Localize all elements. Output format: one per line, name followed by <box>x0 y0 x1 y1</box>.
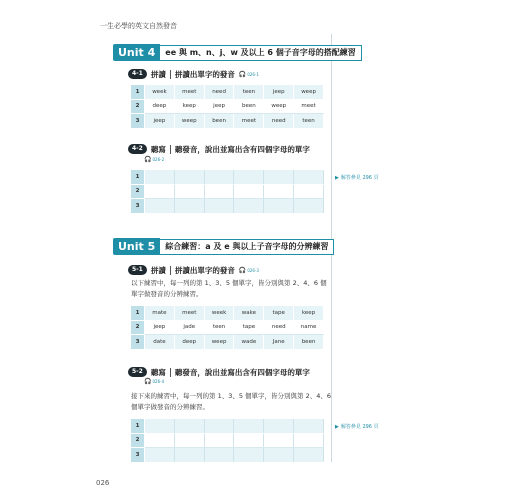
answer-cell[interactable] <box>234 433 264 448</box>
word-cell: wade <box>234 335 264 350</box>
answer-cell[interactable] <box>204 448 234 463</box>
audio-track-number: 026-3 <box>247 267 259 273</box>
section-4-1-heading <box>128 68 259 80</box>
word-cell: wake <box>234 306 264 320</box>
page-header: 一生必學的英文自然發音 <box>100 22 177 30</box>
answer-cell[interactable] <box>174 433 204 448</box>
word-cell: need <box>264 320 294 335</box>
table-row <box>131 448 324 463</box>
audio-track[interactable] <box>239 267 259 274</box>
headphones-icon: 🎧 <box>144 378 152 385</box>
word-cell: teen <box>204 320 234 335</box>
instruction-text: 以下練習中，每一列的第 1、3、5 個單字，皆分別與第 2、4、6 個單字做發音的分辨練習。 <box>131 279 327 298</box>
answer-cell[interactable] <box>145 199 175 214</box>
word-cell: been <box>234 99 264 114</box>
table-row <box>131 433 324 448</box>
answer-cell[interactable] <box>234 184 264 199</box>
dictation-table-4-2 <box>131 170 324 214</box>
answer-cell[interactable] <box>174 448 204 463</box>
audio-track[interactable] <box>239 71 259 78</box>
audio-track-number: 026-4 <box>152 379 165 384</box>
answer-cell[interactable] <box>264 448 294 463</box>
table-row <box>131 170 324 184</box>
word-cell: been <box>204 114 234 129</box>
answer-cell[interactable] <box>204 419 234 433</box>
word-cell: Jane <box>264 335 294 350</box>
row-number: 1 <box>131 85 145 99</box>
answer-cell[interactable] <box>264 433 294 448</box>
answer-cell[interactable] <box>294 199 324 214</box>
answer-cell[interactable] <box>264 170 294 184</box>
word-cell: teen <box>294 114 324 129</box>
unit-5-badge: Unit 5 <box>113 238 160 255</box>
word-cell: meet <box>294 99 324 114</box>
row-number: 3 <box>131 199 145 214</box>
answer-cell[interactable] <box>294 170 324 184</box>
section-label: 聽寫 <box>150 367 166 377</box>
divider <box>170 368 171 377</box>
row-number: 3 <box>131 335 145 350</box>
word-cell: need <box>204 85 234 99</box>
row-number: 3 <box>131 448 145 463</box>
section-description: 拼讀出單字的發音 <box>174 265 235 275</box>
section-number: 4-2 <box>128 144 147 154</box>
answer-cell[interactable] <box>174 184 204 199</box>
section-number: 5-2 <box>128 367 147 377</box>
word-cell: weep <box>204 335 234 350</box>
word-cell: mate <box>145 306 175 320</box>
row-number: 1 <box>131 170 145 184</box>
answer-cell[interactable] <box>174 419 204 433</box>
unit-4-badge: Unit 4 <box>113 44 160 61</box>
row-number: 3 <box>131 114 145 129</box>
word-cell: jeep <box>204 99 234 114</box>
row-number: 2 <box>131 320 145 335</box>
headphones-icon: 🎧 <box>238 266 247 274</box>
word-cell: tape <box>234 320 264 335</box>
answer-cell[interactable] <box>294 448 324 463</box>
word-cell: weep <box>174 114 204 129</box>
audio-track-number: 026-2 <box>152 157 165 162</box>
row-number: 2 <box>131 99 145 114</box>
word-cell: teen <box>234 85 264 99</box>
unit-5-title: 綜合練習：a 及 e 與以上子音字母的分辨練習 <box>160 239 334 255</box>
answer-cell[interactable] <box>234 199 264 214</box>
word-cell: meet <box>234 114 264 129</box>
word-cell: jade <box>174 320 204 335</box>
section-number: 5-1 <box>128 265 147 275</box>
word-cell: deep <box>174 335 204 350</box>
headphones-icon: 🎧 <box>144 156 152 163</box>
answer-cell[interactable] <box>264 184 294 199</box>
answer-cell[interactable] <box>145 184 175 199</box>
table-row <box>131 85 324 99</box>
word-cell: meet <box>174 306 204 320</box>
page-number: 026 <box>96 479 110 487</box>
divider <box>170 70 171 79</box>
answer-cell[interactable] <box>204 433 234 448</box>
section-4-2-heading <box>128 143 310 155</box>
answer-cell[interactable] <box>174 199 204 214</box>
word-cell: been <box>294 335 324 350</box>
word-cell: keep <box>294 306 324 320</box>
row-number: 2 <box>131 433 145 448</box>
word-cell: meet <box>174 85 204 99</box>
dictation-table-5-2 <box>131 419 324 463</box>
answer-reference-text: 解答參見 296 頁 <box>340 175 379 181</box>
word-cell: date <box>145 335 175 350</box>
word-cell: weep <box>264 99 294 114</box>
section-5-2-heading <box>128 366 310 378</box>
unit-4-heading <box>113 44 362 61</box>
word-cell: need <box>264 114 294 129</box>
answer-cell[interactable] <box>174 170 204 184</box>
word-cell: week <box>145 85 175 99</box>
word-cell: tape <box>264 306 294 320</box>
word-cell: jeep <box>264 85 294 99</box>
word-cell: keep <box>174 99 204 114</box>
answer-cell[interactable] <box>145 419 175 433</box>
answer-cell[interactable] <box>234 448 264 463</box>
table-row <box>131 184 324 199</box>
word-cell: jeep <box>145 320 175 335</box>
headphones-icon: 🎧 <box>238 70 247 78</box>
audio-track[interactable] <box>144 156 164 163</box>
unit-4-title: ee 與 m、n、j、w 及以上 6 個子音字母的搭配練習 <box>160 45 362 61</box>
divider <box>170 145 171 154</box>
table-row <box>131 99 324 114</box>
triangle-arrow-icon: ▶ <box>335 174 339 181</box>
audio-track-number: 026-1 <box>247 71 259 77</box>
answer-cell[interactable] <box>145 448 175 463</box>
answer-cell[interactable] <box>264 199 294 214</box>
section-5-1-heading <box>128 264 259 276</box>
audio-track[interactable] <box>144 378 164 385</box>
answer-cell[interactable] <box>294 184 324 199</box>
table-row <box>131 335 324 350</box>
answer-cell[interactable] <box>294 419 324 433</box>
answer-cell[interactable] <box>145 433 175 448</box>
word-cell: name <box>294 320 324 335</box>
divider <box>170 266 171 275</box>
triangle-arrow-icon: ▶ <box>335 423 339 430</box>
section-description: 聽發音，說出並寫出含有四個字母的單字 <box>174 144 310 154</box>
answer-cell[interactable] <box>234 419 264 433</box>
section-description: 拼讀出單字的發音 <box>174 69 235 79</box>
row-number: 1 <box>131 419 145 433</box>
word-cell: jeep <box>145 114 175 129</box>
word-table-4-1 <box>131 85 324 129</box>
section-description: 聽發音，說出並寫出含有四個字母的單字 <box>174 367 310 377</box>
row-number: 2 <box>131 184 145 199</box>
section-label: 拼讀 <box>150 265 166 275</box>
table-row <box>131 199 324 214</box>
answer-cell[interactable] <box>204 170 234 184</box>
answer-cell[interactable] <box>204 184 234 199</box>
word-cell: deep <box>145 99 175 114</box>
answer-reference-text: 解答參見 296 頁 <box>340 424 379 430</box>
section-label: 聽寫 <box>150 144 166 154</box>
section-number: 4-1 <box>128 69 147 79</box>
table-row <box>131 320 324 335</box>
table-row <box>131 306 324 320</box>
answer-cell[interactable] <box>234 170 264 184</box>
word-cell: weep <box>294 85 324 99</box>
answer-reference <box>335 174 379 181</box>
row-number: 1 <box>131 306 145 320</box>
word-cell: week <box>204 306 234 320</box>
table-row <box>131 419 324 433</box>
section-label: 拼讀 <box>150 69 166 79</box>
answer-cell[interactable] <box>294 433 324 448</box>
answer-cell[interactable] <box>145 170 175 184</box>
unit-5-heading <box>113 238 334 255</box>
word-table-5-1 <box>131 306 324 350</box>
answer-cell[interactable] <box>204 199 234 214</box>
answer-cell[interactable] <box>264 419 294 433</box>
table-row <box>131 114 324 129</box>
answer-reference <box>335 423 379 430</box>
instruction-text: 接下來的練習中，每一列的第 1、3、5 個單字，皆分別與第 2、4、6 個單字做發音的分辨練習。 <box>131 392 332 411</box>
